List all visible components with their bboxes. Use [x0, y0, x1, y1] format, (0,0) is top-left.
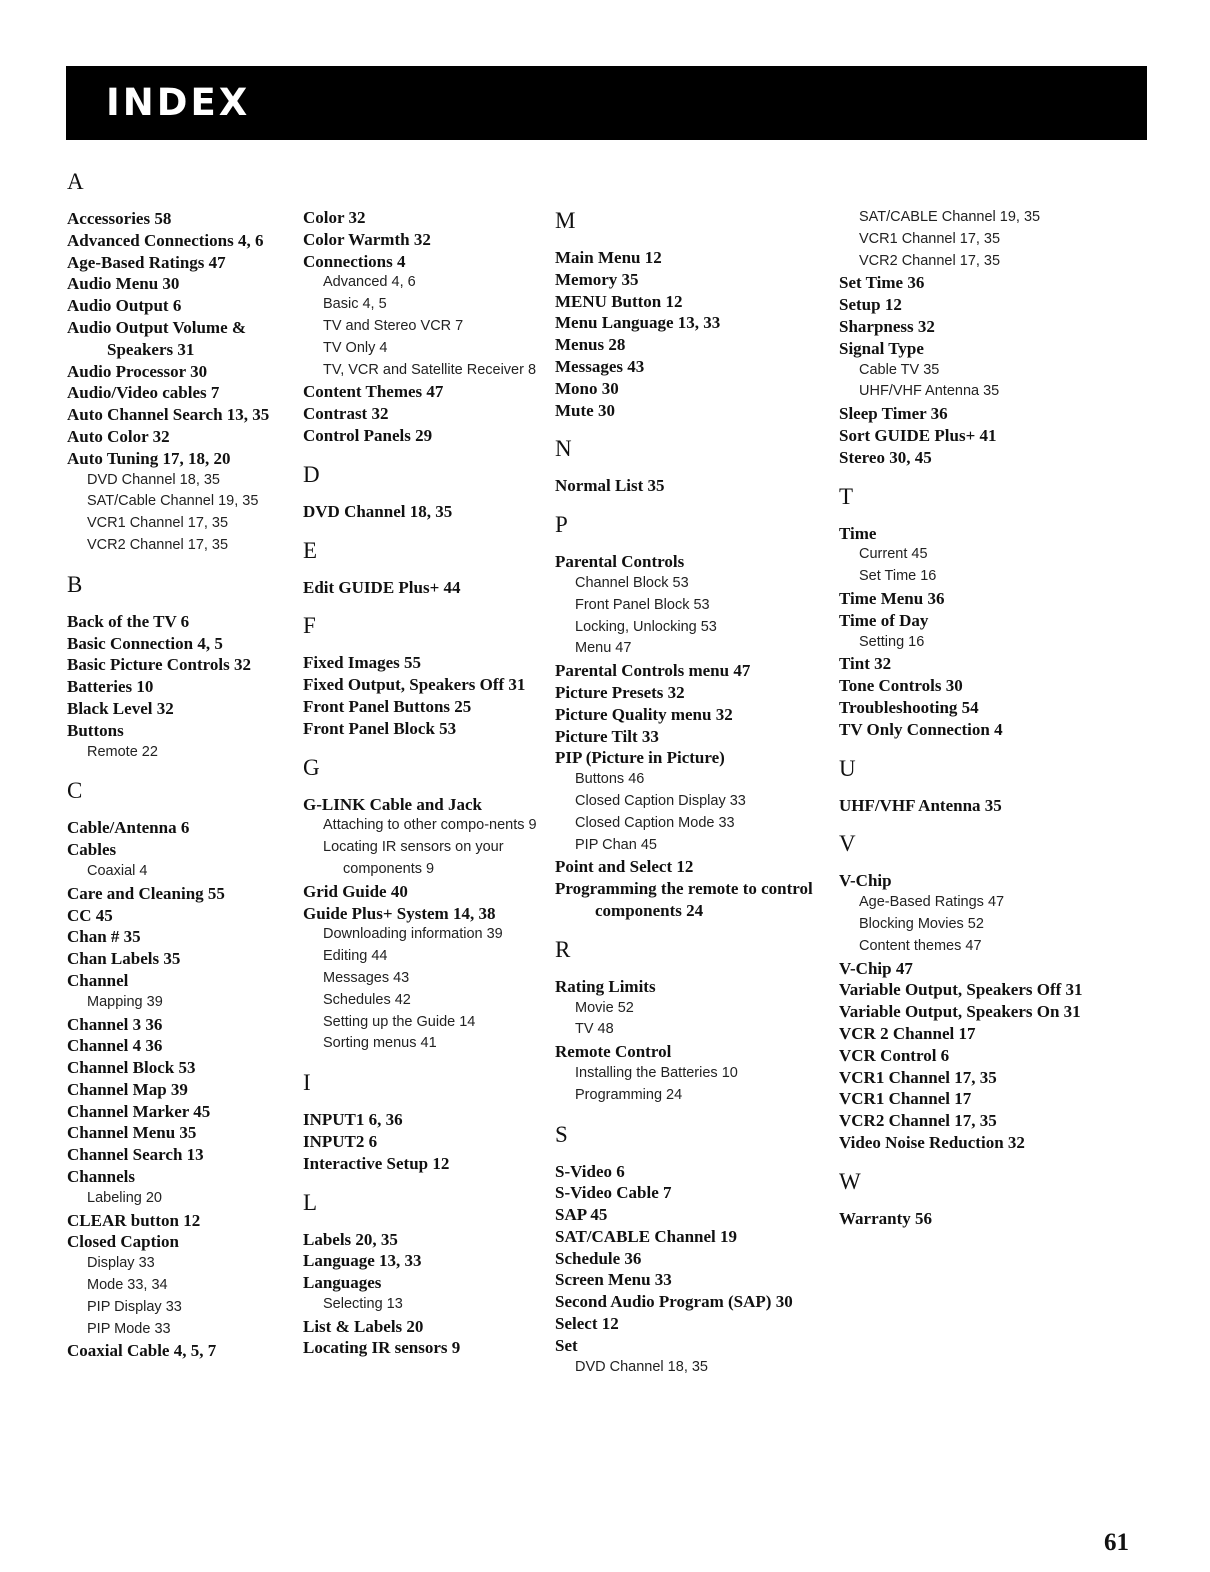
index-entry: Parental Controls menu 47	[555, 661, 751, 681]
index-section	[303, 207, 553, 447]
index-subentry: Age-Based Ratings 47	[859, 894, 1005, 911]
index-entry: VCR1 Channel 17, 35	[839, 1067, 997, 1087]
index-subentry: VCR1 Channel 17, 35	[87, 515, 229, 532]
index-section	[303, 754, 553, 1056]
section-letter: N	[555, 436, 572, 462]
index-subentry: Current 45	[859, 546, 928, 563]
index-entry: VCR2 Channel 17, 35	[839, 1111, 997, 1131]
index-entry: Care and Cleaning 55	[67, 883, 225, 903]
index-subentry: Schedules 42	[323, 991, 411, 1008]
index-entry: S-Video Cable 7	[555, 1183, 672, 1203]
index-section	[67, 571, 292, 764]
index-subentry: Movie 52	[575, 999, 634, 1016]
index-entry: Setup 12	[839, 295, 902, 315]
index-section	[67, 168, 292, 557]
index-entry: Schedule 36	[555, 1248, 642, 1268]
index-entry: Channel Marker 45	[67, 1101, 211, 1121]
index-subentry: Setting up the Guide 14	[323, 1013, 476, 1030]
index-section	[839, 830, 1119, 1153]
index-entry: Screen Menu 33	[555, 1270, 672, 1290]
index-entry: Stereo 30, 45	[839, 447, 932, 467]
index-subentry: TV 48	[575, 1021, 614, 1038]
index-entry: Memory 35	[555, 269, 639, 289]
index-entry: Basic Connection 4, 5	[67, 633, 223, 653]
index-entry: Front Panel Buttons 25	[303, 696, 472, 716]
index-subentry: Basic 4, 5	[323, 296, 387, 313]
index-subentry: TV and Stereo VCR 7	[323, 317, 464, 334]
index-entry: TV Only Connection 4	[839, 719, 1003, 739]
index-entry: Menu Language 13, 33	[555, 313, 721, 333]
section-letter: W	[839, 1168, 861, 1194]
index-subentry: Front Panel Block 53	[575, 596, 710, 613]
index-subentry: Attaching to other compo-nents 9	[323, 817, 537, 834]
index-entry: Mono 30	[555, 378, 619, 398]
index-section	[839, 1168, 1119, 1230]
index-section	[839, 483, 1119, 741]
index-entry: CC 45	[67, 905, 113, 925]
index-entry: Channel Block 53	[67, 1058, 196, 1078]
index-subentry: Cable TV 35	[859, 361, 940, 378]
section-letter: D	[303, 461, 320, 487]
index-entry: Fixed Images 55	[303, 653, 422, 673]
index-entry: Normal List 35	[555, 476, 665, 496]
index-entry: Fixed Output, Speakers Off 31	[303, 675, 526, 695]
index-subentry: Sorting menus 41	[323, 1035, 437, 1052]
index-subentry: SAT/Cable Channel 19, 35	[87, 493, 259, 510]
index-entry: V-Chip 47	[839, 958, 913, 978]
index-entry: Warranty 56	[839, 1208, 933, 1228]
index-subentry: Remote 22	[87, 743, 158, 760]
index-entry: Picture Presets 32	[555, 682, 685, 702]
index-subentry: Buttons 46	[575, 771, 645, 788]
index-section	[839, 207, 1119, 469]
page-number: 61	[1104, 1529, 1129, 1556]
index-entry: Back of the TV 6	[67, 611, 190, 631]
index-entry: Channel Menu 35	[67, 1123, 197, 1143]
index-entry: Black Level 32	[67, 698, 174, 718]
index-entry: Content Themes 47	[303, 382, 444, 402]
index-entry: Edit GUIDE Plus+ 44	[303, 577, 461, 597]
section-letter: S	[555, 1121, 568, 1147]
index-section	[303, 1189, 553, 1360]
index-entry: Coaxial Cable 4, 5, 7	[67, 1341, 217, 1361]
index-section	[555, 435, 835, 497]
index-entry: Select 12	[555, 1314, 619, 1334]
page-title: INDEX	[106, 81, 251, 124]
index-subentry: Closed Caption Display 33	[575, 792, 746, 809]
index-entry: DVD Channel 18, 35	[303, 501, 453, 521]
index-entry: Color 32	[303, 208, 366, 227]
index-entry: CLEAR button 12	[67, 1210, 201, 1230]
index-subentry: TV, VCR and Satellite Receiver 8	[323, 361, 537, 378]
index-entry: Channel Map 39	[67, 1079, 188, 1099]
index-entry: Closed Caption	[67, 1232, 179, 1252]
index-entry: Channel 3 36	[67, 1014, 163, 1034]
index-entry: Main Menu 12	[555, 248, 662, 267]
index-entry: List & Labels 20	[303, 1316, 424, 1336]
index-entry: Point and Select 12	[555, 857, 694, 877]
index-entry: Audio Processor 30	[67, 361, 208, 381]
index-entry: Grid Guide 40	[303, 881, 408, 901]
index-entry: SAT/CABLE Channel 19	[555, 1226, 738, 1246]
index-entry: Front Panel Block 53	[303, 718, 457, 738]
index-entry: Cables	[67, 840, 117, 860]
index-entry: Set	[555, 1335, 578, 1355]
index-entry: Color Warmth 32	[303, 229, 431, 249]
index-entry: Remote Control	[555, 1042, 672, 1062]
index-section	[303, 537, 553, 599]
index-entry: Programming the remote to control components 24	[555, 879, 813, 920]
index-entry: Channel 4 36	[67, 1036, 163, 1056]
index-subentry: VCR2 Channel 17, 35	[87, 536, 229, 553]
index-section	[303, 461, 553, 523]
index-entry: Mute 30	[555, 400, 615, 420]
index-entry: Variable Output, Speakers Off 31	[839, 980, 1083, 1000]
index-entry: INPUT1 6, 36	[303, 1110, 403, 1130]
index-entry: V-Chip	[839, 871, 892, 891]
index-entry: Set Time 36	[839, 273, 925, 293]
index-entry: Sharpness 32	[839, 316, 935, 336]
index-subentry: Display 33	[87, 1255, 155, 1272]
index-column-2	[303, 207, 553, 1359]
index-subentry: SAT/CABLE Channel 19, 35	[859, 209, 1041, 225]
index-subentry: Menu 47	[575, 640, 632, 657]
section-letter: U	[839, 755, 856, 781]
index-entry: PIP (Picture in Picture)	[555, 748, 725, 768]
index-entry: Picture Tilt 33	[555, 726, 659, 746]
section-letter: T	[839, 483, 854, 509]
section-letter: L	[303, 1189, 318, 1215]
index-subentry: UHF/VHF Antenna 35	[859, 383, 1000, 400]
index-entry: Tint 32	[839, 654, 892, 674]
index-entry: S-Video 6	[555, 1161, 625, 1181]
index-subentry: Programming 24	[575, 1086, 683, 1103]
index-entry: INPUT2 6	[303, 1131, 378, 1151]
index-section	[555, 936, 835, 1107]
index-entry: Sleep Timer 36	[839, 404, 948, 424]
index-subentry: Locating IR sensors on your components 9	[323, 839, 504, 877]
index-entry: Rating Limits	[555, 976, 656, 996]
index-entry: Channel	[67, 970, 129, 990]
index-subentry: Closed Caption Mode 33	[575, 814, 735, 831]
index-subentry: Setting 16	[859, 633, 925, 650]
index-entry: Channel Search 13	[67, 1145, 204, 1165]
index-entry: VCR Control 6	[839, 1045, 950, 1065]
index-subentry: Messages 43	[323, 969, 410, 986]
index-column-3	[555, 207, 835, 1378]
index-entry: Menus 28	[555, 335, 626, 355]
index-entry: Accessories 58	[67, 209, 172, 228]
index-entry: Chan # 35	[67, 927, 141, 947]
index-subentry: Blocking Movies 52	[859, 915, 984, 932]
index-entry: Age-Based Ratings 47	[67, 252, 226, 272]
index-column-1	[67, 168, 292, 1362]
index-section	[303, 1069, 553, 1174]
index-column-4	[839, 207, 1119, 1229]
section-letter: E	[303, 537, 318, 563]
section-letter: R	[555, 936, 571, 962]
index-entry: Messages 43	[555, 356, 645, 376]
index-section	[839, 755, 1119, 817]
index-entry: Video Noise Reduction 32	[839, 1132, 1025, 1152]
index-entry: Channels	[67, 1167, 136, 1187]
index-entry: Buttons	[67, 720, 124, 740]
index-subentry: Content themes 47	[859, 937, 982, 954]
index-section	[303, 612, 553, 739]
index-subentry: Downloading information 39	[323, 926, 503, 943]
index-subentry: DVD Channel 18, 35	[575, 1358, 708, 1375]
index-entry: Labels 20, 35	[303, 1229, 398, 1249]
index-entry: Troubleshooting 54	[839, 697, 979, 717]
section-letter: C	[67, 778, 83, 804]
index-entry: Time Menu 36	[839, 588, 945, 608]
index-subentry: Locking, Unlocking 53	[575, 618, 717, 635]
index-subentry: PIP Mode 33	[87, 1320, 171, 1337]
index-entry: Picture Quality menu 32	[555, 704, 733, 724]
section-letter: F	[303, 613, 316, 639]
index-subentry: Mapping 39	[87, 993, 163, 1010]
index-entry: Guide Plus+ System 14, 38	[303, 903, 496, 923]
index-entry: Cable/Antenna 6	[67, 818, 190, 838]
index-section	[67, 777, 292, 1362]
index-section	[555, 207, 835, 421]
index-entry: Basic Picture Controls 32	[67, 655, 251, 675]
index-entry: Sort GUIDE Plus+ 41	[839, 425, 997, 445]
index-entry: MENU Button 12	[555, 291, 683, 311]
index-entry: Auto Tuning 17, 18, 20	[67, 448, 231, 468]
section-letter: A	[67, 169, 84, 194]
index-entry: SAP 45	[555, 1205, 608, 1225]
index-entry: Audio Menu 30	[67, 274, 180, 294]
section-letter: P	[555, 512, 568, 538]
section-letter: M	[555, 208, 576, 233]
index-subentry: Selecting 13	[323, 1295, 403, 1312]
index-subentry: Coaxial 4	[87, 862, 148, 879]
section-letter: I	[303, 1070, 311, 1096]
index-entry: UHF/VHF Antenna 35	[839, 795, 1002, 815]
index-subentry: Editing 44	[323, 948, 388, 965]
index-subentry: PIP Chan 45	[575, 836, 657, 853]
index-entry: Connections 4	[303, 251, 406, 271]
index-entry: VCR1 Channel 17	[839, 1089, 972, 1109]
index-subentry: Labeling 20	[87, 1189, 162, 1206]
section-letter: B	[67, 571, 83, 597]
index-entry: Second Audio Program (SAP) 30	[555, 1292, 793, 1312]
index-entry: Advanced Connections 4, 6	[67, 230, 264, 250]
index-entry: Auto Color 32	[67, 426, 170, 446]
index-entry: Auto Channel Search 13, 35	[67, 405, 270, 425]
index-subentry: Set Time 16	[859, 568, 937, 585]
index-entry: Tone Controls 30	[839, 676, 963, 696]
index-entry: Audio Output Volume & Speakers 31	[67, 317, 247, 359]
index-subentry: Channel Block 53	[575, 574, 689, 591]
index-entry: VCR 2 Channel 17	[839, 1023, 976, 1043]
index-entry: Variable Output, Speakers On 31	[839, 1002, 1081, 1022]
index-subentry: VCR2 Channel 17, 35	[859, 252, 1001, 269]
index-subentry: VCR1 Channel 17, 35	[859, 230, 1001, 247]
index-entry: Time	[839, 523, 877, 543]
index-section	[555, 1121, 835, 1379]
index-entry: Interactive Setup 12	[303, 1153, 450, 1173]
index-entry: Batteries 10	[67, 677, 154, 697]
index-entry: Parental Controls	[555, 552, 685, 572]
section-letter: V	[839, 831, 856, 857]
index-entry: Chan Labels 35	[67, 949, 181, 969]
index-section	[555, 511, 835, 922]
index-subentry: Installing the Batteries 10	[575, 1064, 738, 1081]
index-subentry: Mode 33, 34	[87, 1277, 168, 1294]
index-header-banner	[66, 66, 1147, 140]
index-subentry: Advanced 4, 6	[323, 274, 416, 291]
index-entry: Locating IR sensors 9	[303, 1338, 461, 1358]
index-subentry: DVD Channel 18, 35	[87, 471, 220, 488]
index-subentry: PIP Display 33	[87, 1298, 182, 1315]
index-entry: Languages	[303, 1273, 382, 1293]
index-subentry: TV Only 4	[323, 339, 388, 356]
index-entry: Audio Output 6	[67, 296, 182, 316]
index-entry: Contrast 32	[303, 404, 389, 424]
index-entry: G-LINK Cable and Jack	[303, 794, 482, 814]
index-entry: Signal Type	[839, 338, 924, 358]
index-entry: Audio/Video cables 7	[67, 383, 220, 403]
section-letter: G	[303, 754, 320, 780]
index-entry: Control Panels 29	[303, 425, 433, 445]
index-entry: Language 13, 33	[303, 1251, 422, 1271]
index-entry: Time of Day	[839, 610, 929, 630]
